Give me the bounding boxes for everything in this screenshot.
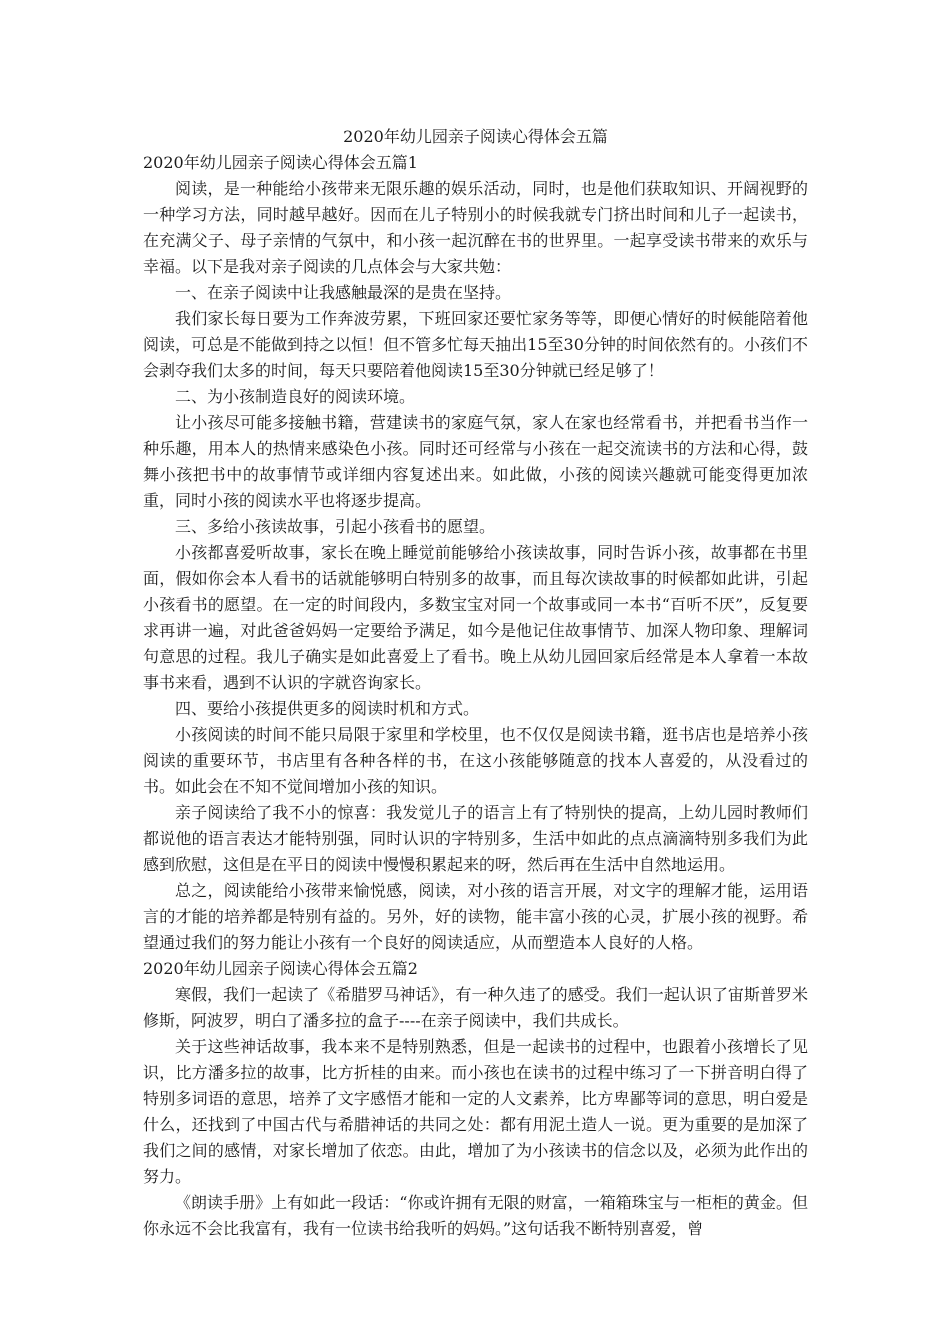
paragraph: 寒假，我们一起读了《希腊罗马神话》，有一种久违了的感受。我们一起认识了宙斯普罗米修斯，阿波罗，明白了潘多拉的盒子----在亲子阅读中，我们共成长。 (143, 985, 808, 1030)
paragraph: 我们家长每日要为工作奔波劳累，下班回家还要忙家务等等，即便心情好的时候能陪着他阅读，可总是不能做到持之以恒！但不管多忙每天抽出15至30分钟的时间依然有的。小孩们不会剥夺我们太多的时间，每天只要陪着他阅读15至30分钟就已经足够了！ (143, 309, 808, 380)
document-title: 2020年幼儿园亲子阅读心得体会五篇 (343, 127, 608, 146)
subheading: 一、在亲子阅读中让我感触最深的是贵在坚持。 (175, 283, 512, 302)
paragraph: 小孩都喜爱听故事，家长在晚上睡觉前能够给小孩读故事，同时告诉小孩，故事都在书里面，假如你会本人看书的话就能够明白特别多的故事，而且每次读故事的时候都如此讲，引起小孩看书的愿望。在一定的时间段内，多数宝宝对同一个故事或同一本书“百听不厌”，反复要求再讲一遍，对此爸爸妈妈一定要给予满足，如今是他记住故事情节、加深人物印象、理解词句意思的过程。我儿子确实是如此喜爱上了看书。晚上从幼儿园回家后经常是本人拿着一本故事书来看，遇到不认识的字就咨询家长。 (143, 543, 808, 692)
section-heading-2: 2020年幼儿园亲子阅读心得体会五篇2 (143, 959, 418, 978)
subheading: 四、要给小孩提供更多的阅读时机和方式。 (175, 699, 480, 718)
subheading: 二、为小孩制造良好的阅读环境。 (175, 387, 416, 406)
paragraph: 阅读，是一种能给小孩带来无限乐趣的娱乐活动，同时，也是他们获取知识、开阔视野的一种学习方法，同时越早越好。因而在儿子特别小的时候我就专门挤出时间和儿子一起读书，在充满父子、母子亲情的气氛中，和小孩一起沉醉在书的世界里。一起享受读书带来的欢乐与幸福。以下是我对亲子阅读的几点体会与大家共勉： (143, 179, 808, 276)
paragraph: 关于这些神话故事，我本来不是特别熟悉，但是一起读书的过程中，也跟着小孩增长了见识，比方潘多拉的故事，比方折桂的由来。而小孩也在读书的过程中练习了一下拼音明白得了特别多词语的意思，培养了文字感悟才能和一定的人文素养，比方卑鄙等词的意思，明白爱是什么，还找到了中国古代与希腊神话的共同之处：都有用泥土造人一说。更为重要的是加深了我们之间的感情，对家长增加了依恋。由此，增加了为小孩读书的信念以及，必须为此作出的努力。 (143, 1037, 808, 1186)
document-page (143, 124, 808, 1242)
paragraph: 《朗读手册》上有如此一段话：“你或许拥有无限的财富，一箱箱珠宝与一柜柜的黄金。但你永远不会比我富有，我有一位读书给我听的妈妈。”这句话我不断特别喜爱，曾 (143, 1193, 808, 1238)
subheading: 三、多给小孩读故事，引起小孩看书的愿望。 (175, 517, 496, 536)
paragraph: 小孩阅读的时间不能只局限于家里和学校里，也不仅仅是阅读书籍，逛书店也是培养小孩阅读的重要环节，书店里有各种各样的书，在这小孩能够随意的找本人喜爱的，从没看过的书。如此会在不知不觉间增加小孩的知识。 (143, 725, 808, 796)
paragraph: 让小孩尽可能多接触书籍，营建读书的家庭气氛，家人在家也经常看书，并把看书当作一种乐趣，用本人的热情来感染色小孩。同时还可经常与小孩在一起交流读书的方法和心得，鼓舞小孩把书中的故事情节或详细内容复述出来。如此做，小孩的阅读兴趣就可能变得更加浓重，同时小孩的阅读水平也将逐步提高。 (143, 413, 808, 510)
section-heading-1: 2020年幼儿园亲子阅读心得体会五篇1 (143, 153, 418, 172)
paragraph: 总之，阅读能给小孩带来愉悦感，阅读，对小孩的语言开展，对文字的理解才能，运用语言的才能的培养都是特别有益的。另外，好的读物，能丰富小孩的心灵，扩展小孩的视野。希望通过我们的努力能让小孩有一个良好的阅读适应，从而塑造本人良好的人格。 (143, 881, 808, 952)
paragraph: 亲子阅读给了我不小的惊喜：我发觉儿子的语言上有了特别快的提高，上幼儿园时教师们都说他的语言表达才能特别强，同时认识的字特别多，生活中如此的点点滴滴特别多我们为此感到欣慰，这但是在平日的阅读中慢慢积累起来的呀，然后再在生活中自然地运用。 (143, 803, 808, 874)
